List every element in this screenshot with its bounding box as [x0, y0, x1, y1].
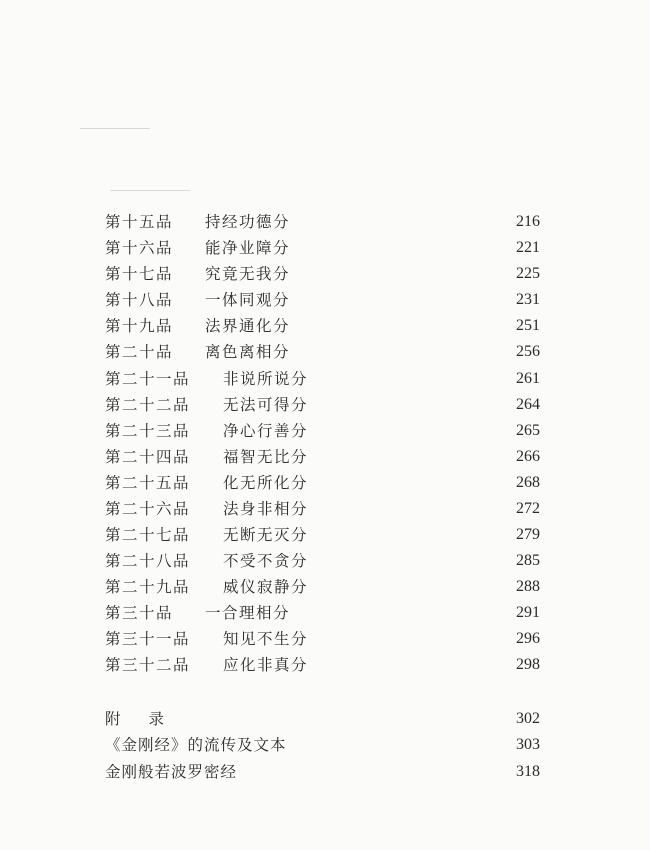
toc-row[interactable] — [0, 210, 650, 234]
appendix-heading-left: 附 — [105, 710, 121, 728]
chapter-title: 究竟无我分 — [205, 265, 291, 283]
appendix-row[interactable] — [0, 707, 650, 731]
chapter-title: 无法可得分 — [223, 396, 309, 414]
page-number: 296 — [516, 630, 540, 647]
toc-row[interactable] — [0, 236, 650, 260]
chapter-title: 威仪寂静分 — [223, 578, 309, 596]
page-number: 231 — [516, 291, 540, 308]
chapter-number: 第二十六品 — [105, 500, 191, 518]
chapter-number: 第十五品 — [105, 213, 174, 231]
toc-row[interactable] — [0, 314, 650, 338]
toc-row[interactable] — [0, 445, 650, 469]
toc-row[interactable] — [0, 575, 650, 599]
appendix-heading — [105, 707, 164, 731]
page-number: 256 — [516, 343, 540, 360]
chapter-title: 无断无灭分 — [223, 526, 309, 544]
page-number: 264 — [516, 396, 540, 413]
page-number: 265 — [516, 422, 540, 439]
page-number: 302 — [516, 710, 540, 727]
chapter-number: 第二十三品 — [105, 422, 191, 440]
appendix-item[interactable] — [0, 733, 650, 757]
chapter-title: 一合理相分 — [205, 604, 291, 622]
chapter-title: 不受不贪分 — [223, 552, 309, 570]
chapter-title: 能净业障分 — [205, 239, 291, 257]
chapter-number: 第二十八品 — [105, 552, 191, 570]
page-number: 285 — [516, 552, 540, 569]
chapter-number: 第三十品 — [105, 604, 174, 622]
page-number: 288 — [516, 578, 540, 595]
chapter-number: 第十九品 — [105, 317, 174, 335]
chapter-title: 持经功德分 — [205, 213, 291, 231]
page-number: 216 — [516, 213, 540, 230]
chapter-number: 第二十九品 — [105, 578, 191, 596]
chapter-title: 法界通化分 — [205, 317, 291, 335]
page-number: 303 — [516, 736, 540, 753]
toc-row[interactable] — [0, 262, 650, 286]
chapter-title: 非说所说分 — [223, 370, 309, 388]
page-number: 298 — [516, 656, 540, 673]
toc-row[interactable] — [0, 523, 650, 547]
page-number: 251 — [516, 317, 540, 334]
chapter-number: 第三十一品 — [105, 630, 191, 648]
chapter-number: 第十六品 — [105, 239, 174, 257]
toc-row[interactable] — [0, 627, 650, 651]
chapter-number: 第二十五品 — [105, 474, 191, 492]
chapter-title: 净心行善分 — [223, 422, 309, 440]
chapter-title: 化无所化分 — [223, 474, 309, 492]
chapter-number: 第三十二品 — [105, 656, 191, 674]
toc-row[interactable] — [0, 653, 650, 677]
chapter-title: 法身非相分 — [223, 500, 309, 518]
appendix-item[interactable] — [0, 760, 650, 784]
page-number: 261 — [516, 370, 540, 387]
chapter-title: 一体同观分 — [205, 291, 291, 309]
chapter-number: 第十七品 — [105, 265, 174, 283]
chapter-title: 福智无比分 — [223, 448, 309, 466]
toc-row[interactable] — [0, 288, 650, 312]
chapter-number: 第二十一品 — [105, 370, 191, 388]
chapter-title: 应化非真分 — [223, 656, 309, 674]
appendix-item-title: 《金刚经》的流传及文本 — [105, 736, 287, 754]
toc-row[interactable] — [0, 393, 650, 417]
page-number: 272 — [516, 500, 540, 517]
toc-row[interactable] — [0, 497, 650, 521]
page-number: 291 — [516, 604, 540, 621]
chapter-number: 第二十四品 — [105, 448, 191, 466]
toc-row[interactable] — [0, 367, 650, 391]
chapter-title: 离色离相分 — [205, 343, 291, 361]
chapter-number: 第二十二品 — [105, 396, 191, 414]
chapter-number: 第二十品 — [105, 343, 174, 361]
chapter-number: 第十八品 — [105, 291, 174, 309]
appendix-item-title: 金刚般若波罗密经 — [105, 763, 238, 781]
toc-row[interactable] — [0, 601, 650, 625]
page-number: 279 — [516, 526, 540, 543]
chapter-title: 知见不生分 — [223, 630, 309, 648]
chapter-number: 第二十七品 — [105, 526, 191, 544]
page-number: 318 — [516, 763, 540, 780]
page-number: 221 — [516, 239, 540, 256]
page-number: 225 — [516, 265, 540, 282]
toc-row[interactable] — [0, 549, 650, 573]
toc-row[interactable] — [0, 340, 650, 364]
page-number: 266 — [516, 448, 540, 465]
toc-row[interactable] — [0, 471, 650, 495]
page-number: 268 — [516, 474, 540, 491]
appendix-heading-right: 录 — [148, 710, 165, 728]
toc-row[interactable] — [0, 419, 650, 443]
